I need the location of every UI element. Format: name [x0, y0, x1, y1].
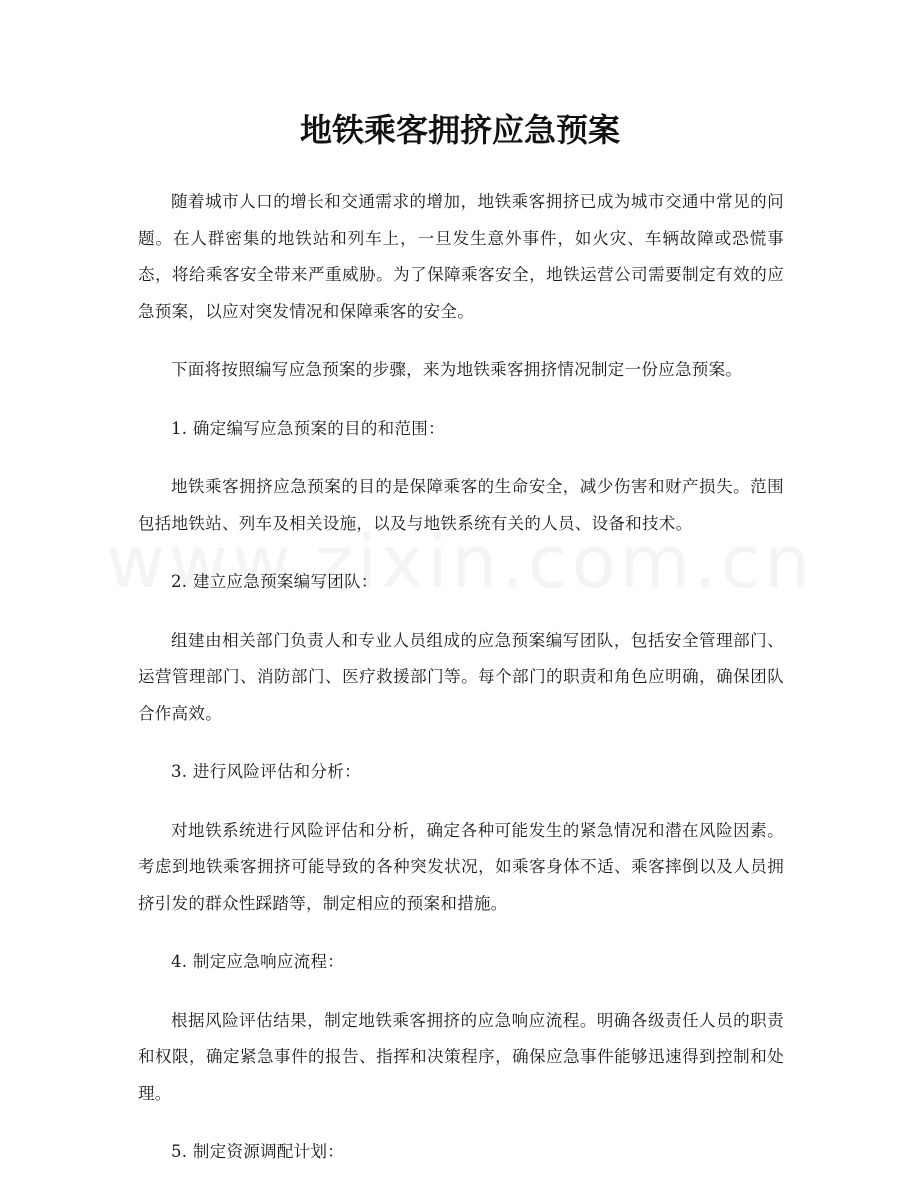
- section-heading-2: 2. 建立应急预案编写团队：: [171, 572, 378, 591]
- section-heading-1: 1. 确定编写应急预案的目的和范围：: [171, 418, 445, 438]
- paragraph-section-2: 组建由相关部门负责人和专业人员组成的应急预案编写团队，包括安全管理部门、运营管理部门、消防部门、医疗救援部门等。每个部门的职责和角色应明确，确保团队合作高效。: [138, 630, 784, 723]
- paragraph-intro: 随着城市人口的增长和交通需求的增加，地铁乘客拥挤已成为城市交通中常见的问题。在人群密集的地铁站和列车上，一旦发生意外事件，如火灾、车辆故障或恐慌事态，将给乘客安全带来严重威胁。为了保障乘客安全，地铁运营公司需要制定有效的应急预案，以应对突发情况和保障乘客的安全。: [138, 192, 784, 321]
- document-title: 地铁乘客拥挤应急预案: [299, 111, 620, 149]
- paragraph-section-1: 地铁乘客拥挤应急预案的目的是保障乘客的生命安全，减少伤害和财产损失。范围包括地铁站、列车及相关设施，以及与地铁系统有关的人员、设备和技术。: [138, 477, 784, 533]
- section-heading-5: 5. 制定资源调配计划：: [171, 1142, 345, 1161]
- document-body: [138, 184, 784, 1171]
- paragraph-section-3: 对地铁系统进行风险评估和分析，确定各种可能发生的紧急情况和潜在风险因素。考虑到地铁乘客拥挤可能导致的各种突发状况，如乘客身体不适、乘客摔倒以及人员拥挤引发的群众性踩踏等，制定相应的预案和措施。: [138, 820, 784, 913]
- section-heading-4: 4. 制定应急响应流程：: [171, 952, 345, 971]
- paragraph-section-4: 根据风险评估结果，制定地铁乘客拥挤的应急响应流程。明确各级责任人员的职责和权限，确定紧急事件的报告、指挥和决策程序，确保应急事件能够迅速得到控制和处理。: [138, 1010, 784, 1103]
- section-heading-3: 3. 进行风险评估和分析：: [171, 762, 361, 781]
- paragraph-overview: 下面将按照编写应急预案的步骤，来为地铁乘客拥挤情况制定一份应急预案。: [171, 360, 743, 379]
